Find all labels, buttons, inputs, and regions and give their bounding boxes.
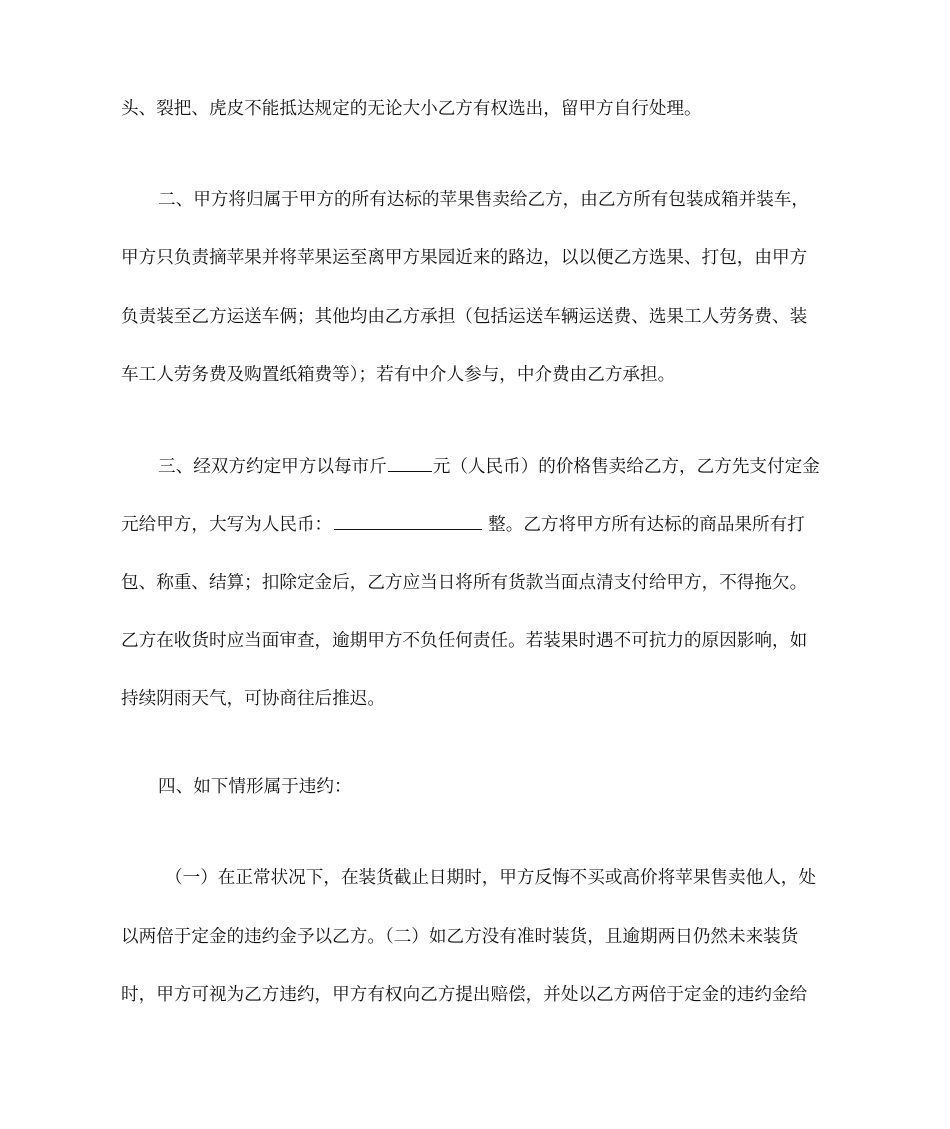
- text-line: 乙方在收货时应当面审查，逾期甲方不负任何责任。若装果时遇不可抗力的原因影响，如: [121, 631, 808, 651]
- text-line: 负责装至乙方运送车俩；其他均由乙方承担（包括运送车辆运送费、选果工人劳务费、装: [121, 307, 808, 327]
- text-segment: 元（人民币）的价格售卖给乙方，乙方先支付定金: [432, 457, 820, 477]
- text-line: 持续阴雨天气，可协商往后推迟。: [121, 689, 385, 709]
- amount-blank: [334, 515, 482, 530]
- clause-four-heading: 四、如下情形属于违约：: [158, 777, 352, 797]
- text-line: 以两倍于定金的违约金予以乙方。（二）如乙方没有准时装货，且逾期两日仍然未来装货: [121, 927, 799, 947]
- text-line: 时，甲方可视为乙方违约，甲方有权向乙方提出赔偿，并处以乙方两倍于定金的违约金给: [121, 985, 808, 1005]
- price-blank: [388, 457, 432, 472]
- text-line: 包、称重、结算；扣除定金后，乙方应当日将所有货款当面点清支付给甲方，不得拖欠。: [121, 573, 808, 593]
- sub-clause-line: （一）在正常状况下，在装货截止日期时，甲方反悔不买或高价将苹果售卖他人，处: [165, 868, 816, 888]
- text-line: 车工人劳务费及购置纸箱费等）；若有中介人参与，中介费由乙方承担。: [121, 365, 676, 385]
- clause-three-line: [158, 455, 831, 479]
- text-line: [121, 513, 831, 537]
- text-line: 甲方只负责摘苹果并将苹果运至离甲方果园近来的路边，以以便乙方选果、打包，由甲方: [121, 248, 808, 268]
- text-segment: 三、经双方约定甲方以每市斤: [158, 457, 387, 477]
- clause-two-line: 二、甲方将归属于甲方的所有达标的苹果售卖给乙方，由乙方所有包装成箱并装车，: [158, 190, 809, 210]
- text-segment: 整。乙方将甲方所有达标的商品果所有打: [488, 515, 805, 535]
- text-line: 头、裂把、虎皮不能抵达规定的无论大小乙方有权选出，留甲方自行处理。: [121, 99, 702, 119]
- text-segment: 元给甲方，大写为人民币：: [121, 515, 333, 535]
